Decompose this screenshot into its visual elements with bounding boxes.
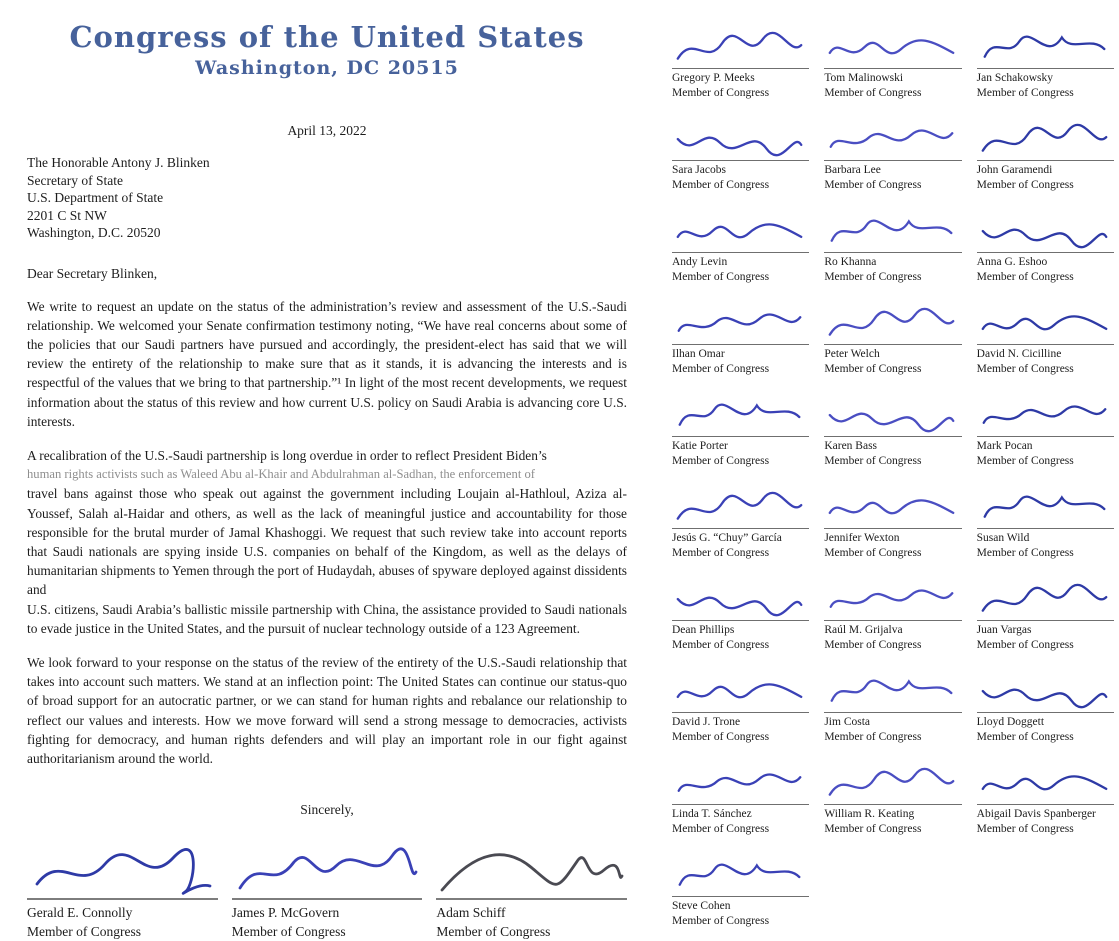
signature-image <box>672 24 809 68</box>
signer-title: Member of Congress <box>672 87 770 99</box>
signature-ink-icon <box>824 485 959 533</box>
signature-ink-icon <box>672 485 807 533</box>
signer-title: Member of Congress <box>976 87 1074 99</box>
signature-image <box>672 576 809 620</box>
paragraph-2-faded-line: human rights activists such as Waleed Abu al-Khair and Abdulrahman al-Sadhan, the enforcement of <box>27 467 535 482</box>
signature-ink-icon <box>672 669 807 717</box>
signature-image <box>672 116 809 160</box>
signature-ink-icon <box>436 842 626 904</box>
signature-image <box>672 668 809 712</box>
signature-image <box>977 300 1114 344</box>
letter-signature-block <box>27 840 218 941</box>
signature-ink-icon <box>672 209 807 257</box>
signer-name: Linda T. Sánchez <box>672 808 752 820</box>
signature-ink-icon <box>824 301 959 349</box>
signature-image <box>977 392 1114 436</box>
signature-cell <box>672 24 809 101</box>
signer-name: Mark Pocan <box>976 440 1033 452</box>
signature-image <box>824 760 961 804</box>
recipient-line: Secretary of State <box>27 172 123 188</box>
signer-title: Member of Congress <box>824 731 922 743</box>
signature-ink-icon <box>672 761 807 809</box>
signature-image <box>824 668 961 712</box>
signature-ink-icon <box>824 761 959 809</box>
signer-name: Adam Schiff <box>436 905 506 921</box>
signer-name: Dean Phillips <box>672 624 735 636</box>
signer-name: Barbara Lee <box>824 164 881 176</box>
signer-name: Ilhan Omar <box>672 348 725 360</box>
signature-image <box>977 484 1114 528</box>
signer-title: Member of Congress <box>436 924 551 940</box>
signature-image <box>977 576 1114 620</box>
signature-image <box>824 300 961 344</box>
signature-image <box>672 484 809 528</box>
signer-title: Member of Congress <box>27 924 141 940</box>
signer-title: Member of Congress <box>824 87 922 99</box>
letterhead-title: Congress of the United States <box>69 20 585 54</box>
signature-ink-icon <box>672 25 807 73</box>
signer-name: Ro Khanna <box>824 256 877 268</box>
signer-title: Member of Congress <box>824 179 922 191</box>
signature-cell <box>824 484 961 561</box>
recipient-line: 2201 C St NW <box>27 207 107 223</box>
signature-ink-icon <box>27 842 217 904</box>
signer-title: Member of Congress <box>976 455 1074 467</box>
signature-ink-icon <box>824 669 959 717</box>
signature-ink-icon <box>977 761 1112 809</box>
signature-cell <box>824 576 961 653</box>
signer-name: Jennifer Wexton <box>824 532 900 544</box>
signature-cell <box>977 484 1114 561</box>
signature-ink-icon <box>672 301 807 349</box>
signer-name: Gerald E. Connolly <box>27 905 133 921</box>
signer-title: Member of Congress <box>824 547 922 559</box>
signature-cell <box>824 208 961 285</box>
signer-title: Member of Congress <box>672 731 770 743</box>
signature-cell <box>977 208 1114 285</box>
signer-name: Jesús G. “Chuy” García <box>672 532 782 544</box>
letter-date: April 13, 2022 <box>287 123 367 138</box>
signer-name: Raúl M. Grijalva <box>824 624 903 636</box>
signature-image <box>232 840 423 898</box>
closing: Sincerely, <box>300 802 354 818</box>
signature-image <box>824 116 961 160</box>
signature-image <box>977 208 1114 252</box>
signature-cell <box>672 484 809 561</box>
paragraph-2 <box>27 446 627 638</box>
signature-cell <box>977 760 1114 837</box>
signature-cell <box>977 392 1114 469</box>
signature-cell <box>977 116 1114 193</box>
signer-title: Member of Congress <box>824 639 922 651</box>
signature-image <box>824 208 961 252</box>
signature-page <box>672 24 1114 929</box>
signature-cell <box>672 576 809 653</box>
signer-name: Jim Costa <box>824 716 871 728</box>
signer-title: Member of Congress <box>824 363 922 375</box>
signature-ink-icon <box>977 25 1112 73</box>
signer-title: Member of Congress <box>672 455 770 467</box>
signer-title: Member of Congress <box>672 915 770 927</box>
signer-name: David N. Cicilline <box>976 348 1062 360</box>
signer-title: Member of Congress <box>231 924 346 940</box>
signature-ink-icon <box>232 842 422 904</box>
signature-cell <box>824 668 961 745</box>
signature-ink-icon <box>672 117 807 165</box>
signature-ink-icon <box>672 577 807 625</box>
signer-title: Member of Congress <box>824 271 922 283</box>
signature-cell <box>672 116 809 193</box>
signer-title: Member of Congress <box>976 823 1074 835</box>
signer-name: Peter Welch <box>824 348 880 360</box>
signature-image <box>824 484 961 528</box>
signer-title: Member of Congress <box>976 179 1074 191</box>
signature-image <box>977 24 1114 68</box>
signer-title: Member of Congress <box>672 823 770 835</box>
signature-image <box>977 668 1114 712</box>
signer-title: Member of Congress <box>976 271 1074 283</box>
letterhead-subtitle: Washington, DC 20515 <box>195 57 459 79</box>
signer-name: Juan Vargas <box>976 624 1032 636</box>
signer-title: Member of Congress <box>976 547 1074 559</box>
signature-cell <box>824 760 961 837</box>
signature-ink-icon <box>824 393 959 441</box>
letter-signature-block <box>232 840 423 941</box>
letter-signature-block <box>436 840 627 941</box>
letter-page <box>27 20 627 941</box>
recipient-line: The Honorable Antony J. Blinken <box>27 155 210 170</box>
signature-image <box>672 208 809 252</box>
signature-image <box>672 392 809 436</box>
signature-ink-icon <box>824 25 959 73</box>
signer-title: Member of Congress <box>672 547 770 559</box>
salutation: Dear Secretary Blinken, <box>27 265 158 281</box>
recipient-line: Washington, D.C. 20520 <box>27 225 161 240</box>
signature-cell <box>824 116 961 193</box>
signer-name: William R. Keating <box>824 808 915 820</box>
paragraph-1: We write to request an update on the status of the administration’s review and assessment of the U.S.-Saudi relationship. We welcomed your Senate confirmation testimony noting, “We have real concerns about some of the policies that our Saudi partners have pursued and accordingly, the president-elect has said that we will review the entirety of the relationship to make sure that as it stands, it is advancing the interests and is respectful of the values that we bring to that partnership.”¹ In light of the most recent developments, we request information about the status of this review and how current U.S. policy on Saudi Arabia is advancing core U.S. interests. <box>27 298 627 429</box>
recipient-block <box>27 154 627 242</box>
signer-name: Tom Malinowski <box>824 72 904 84</box>
signer-name: Sara Jacobs <box>672 164 726 176</box>
paragraph-2-rest: travel bans against those who speak out against the government including Loujain al-Hathloul, Aziza al-Youssef, Salah al-Haidar and others, as well as the lack of meaningful justice and accountability for those responsible for the brutal murder of Jamal Khashoggi. We request that such review take into account reports that Saudi nationals are spying inside U.S. companies on behalf of the Kingdom, as well as the delays of humanitarian shipments to Yemen through the port of Hudaydah, abuses of spyware deployed against dissidents and <box>27 486 627 598</box>
paragraph-2-last: U.S. citizens, Saudi Arabia’s ballistic missile partnership with China, the assistance provided to Saudi nationals to evade justice in the United States, and the pursuit of nuclear technology outside of a 123 Agreement. <box>27 601 627 636</box>
signer-title: Member of Congress <box>976 639 1074 651</box>
signature-ink-icon <box>977 577 1112 625</box>
signer-name: Lloyd Doggett <box>976 716 1045 728</box>
signature-cell <box>672 392 809 469</box>
signer-title: Member of Congress <box>976 363 1074 375</box>
signature-image <box>672 300 809 344</box>
signature-image <box>824 24 961 68</box>
signature-ink-icon <box>824 117 959 165</box>
signer-name: Abigail Davis Spanberger <box>976 808 1096 820</box>
signature-ink-icon <box>977 301 1112 349</box>
signer-title: Member of Congress <box>976 731 1074 743</box>
signature-ink-icon <box>824 577 959 625</box>
signature-cell <box>824 24 961 101</box>
signer-name: James P. McGovern <box>231 905 340 921</box>
paragraph-3: We look forward to your response on the status of the review of the entirety of the U.S.-Saudi relationship that takes into account such matters. We stand at an inflection point: The United States can continue our status-quo of broad support for an autocratic partner, or we can stand for human rights and rebalance our relationship to reflect our values and interests. How we move forward will send a strong message to democracies, activists fighting for democracy, and human rights defenders and will play an important role in our fight against authoritarianism around the world. <box>27 654 627 766</box>
signature-cell <box>977 668 1114 745</box>
signature-image <box>977 116 1114 160</box>
signature-ink-icon <box>824 209 959 257</box>
signature-cell <box>672 668 809 745</box>
signature-image <box>824 576 961 620</box>
letter-signature-row <box>27 840 627 941</box>
signer-name: Karen Bass <box>824 440 878 452</box>
signature-cell <box>672 852 809 929</box>
signature-image <box>977 760 1114 804</box>
signer-name: David J. Trone <box>672 716 741 728</box>
paragraph-2-line1: A recalibration of the U.S.-Saudi partnership is long overdue in order to reflect President Biden’s <box>27 447 547 463</box>
signature-image <box>436 840 627 898</box>
signer-name: Jan Schakowsky <box>976 72 1053 84</box>
signer-title: Member of Congress <box>672 179 770 191</box>
signature-ink-icon <box>672 393 807 441</box>
signer-title: Member of Congress <box>672 271 770 283</box>
signature-cell <box>824 392 961 469</box>
signature-cell <box>672 300 809 377</box>
letterhead <box>27 20 627 79</box>
signature-ink-icon <box>977 209 1112 257</box>
signature-grid <box>672 24 1114 929</box>
signature-cell <box>672 760 809 837</box>
signature-image <box>672 852 809 896</box>
signature-image <box>672 760 809 804</box>
signature-cell <box>824 300 961 377</box>
recipient-line: U.S. Department of State <box>27 190 164 205</box>
signature-cell <box>977 300 1114 377</box>
signature-ink-icon <box>977 485 1112 533</box>
signature-ink-icon <box>977 669 1112 717</box>
signer-name: Steve Cohen <box>672 900 731 912</box>
signer-title: Member of Congress <box>672 363 770 375</box>
signature-image <box>824 392 961 436</box>
signer-title: Member of Congress <box>824 823 922 835</box>
signature-cell <box>977 24 1114 101</box>
signer-title: Member of Congress <box>672 639 770 651</box>
signer-name: Katie Porter <box>672 440 728 452</box>
signature-cell <box>977 576 1114 653</box>
signer-name: John Garamendi <box>976 164 1053 176</box>
signature-ink-icon <box>977 393 1112 441</box>
signer-name: Andy Levin <box>672 256 728 268</box>
signer-title: Member of Congress <box>824 455 922 467</box>
signature-image <box>27 840 218 898</box>
signature-cell <box>672 208 809 285</box>
signature-ink-icon <box>977 117 1112 165</box>
signer-name: Anna G. Eshoo <box>976 256 1048 268</box>
signature-ink-icon <box>672 853 807 901</box>
signer-name: Susan Wild <box>976 532 1030 544</box>
signer-name: Gregory P. Meeks <box>672 72 755 84</box>
